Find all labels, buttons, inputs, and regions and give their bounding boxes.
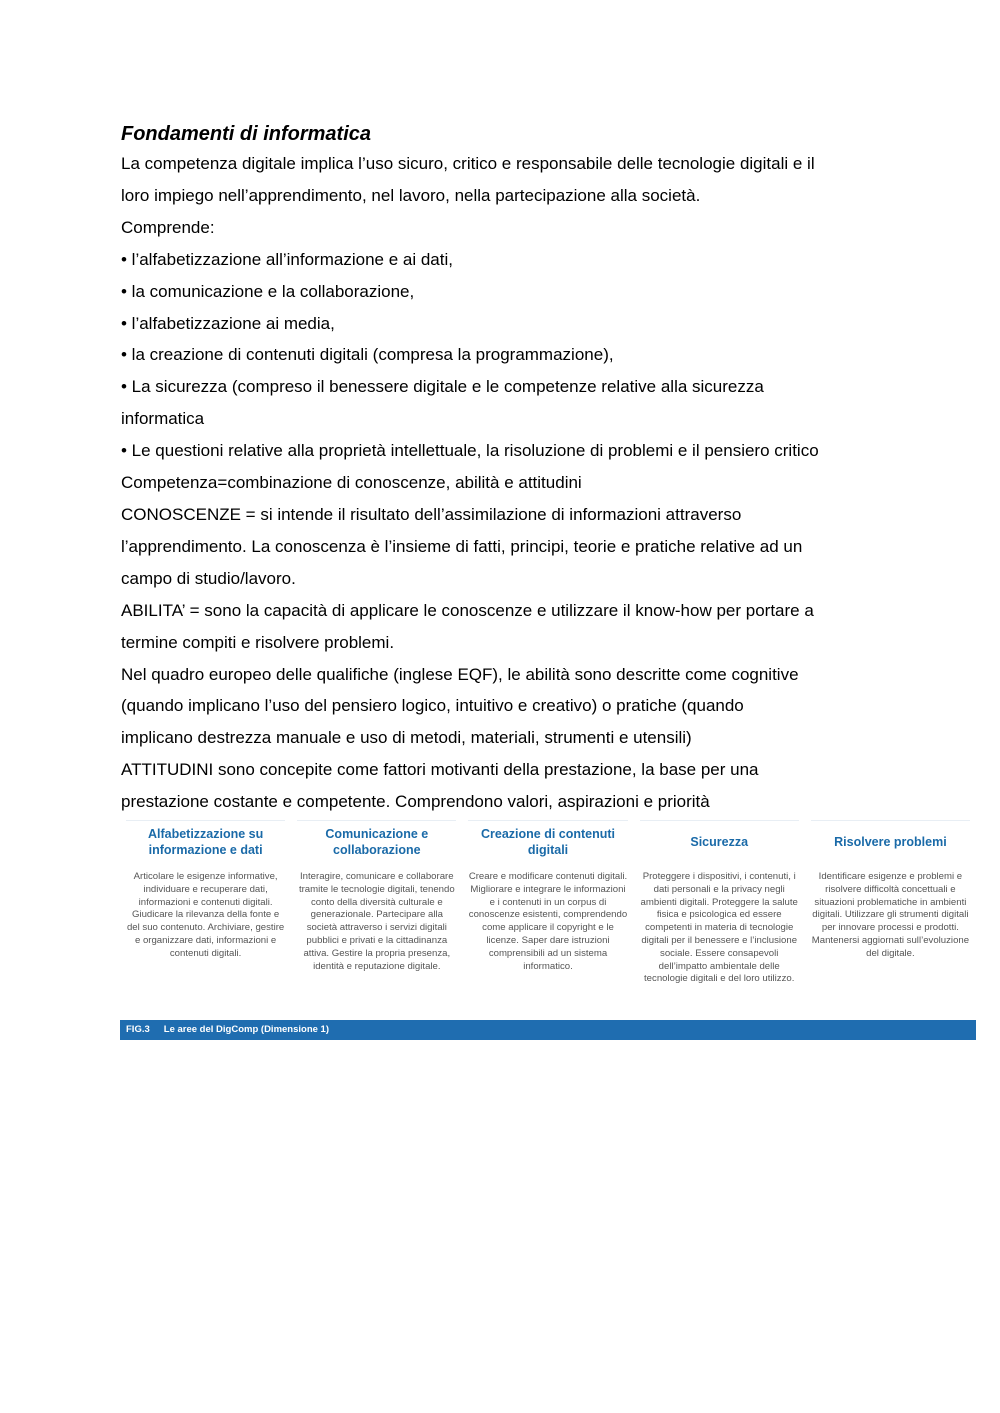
body-paragraph — [121, 148, 981, 818]
document-title: Fondamenti di informatica — [121, 123, 372, 145]
text-line: termine compiti e risolvere problemi. — [121, 632, 395, 652]
text-line: (quando implicano l’uso del pensiero logico, intuitivo e creativo) o pratiche (quando — [121, 696, 744, 716]
text-line: Competenza=combinazione di conoscenze, abilità e attitudini — [121, 473, 582, 493]
text-line: l’apprendimento. La conoscenza è l’insieme di fatti, principi, teorie e pratiche relative ad un — [121, 536, 803, 556]
bullet-item: • La sicurezza (compreso il benessere digitale e le competenze relative alla sicurezza — [121, 377, 764, 397]
area-column-problem-solving — [805, 820, 976, 1020]
text-line: prestazione costante e competente. Comprendono valori, aspirazioni e priorità — [121, 792, 710, 812]
bullet-item: • Le questioni relative alla proprietà intellettuale, la risoluzione di problemi e il pensiero critico — [121, 441, 819, 461]
bullet-item: • l’alfabetizzazione all’informazione e ai dati, — [121, 249, 453, 269]
area-description: Proteggere i dispositivi, i contenuti, i dati personali e la privacy negli ambienti digitali. Proteggere la salute fisica e psicologica ed essere competenti in materia di tecnologie digitali per il benessere e l’inclusione sociale. Essere consapevoli dell’impatto ambientale delle tecnologie digitali e del loro utilizzo. — [640, 871, 798, 985]
figure-caption-label: FIG.3 — [126, 1024, 150, 1035]
area-description: Identificare esigenze e problemi e risolvere difficoltà concettuali e situazioni problematiche in ambienti digitali. Utilizzare gli strumenti digitali per innovare processi e prodotti. Mantenersi aggiornati sull’evoluzione del digitale. — [811, 871, 970, 959]
area-heading: Alfabetizzazione su informazione e dati — [126, 820, 285, 863]
bullet-item: • la creazione di contenuti digitali (compresa la programmazione), — [121, 345, 614, 365]
text-line: implicano destrezza manuale e uso di metodi, materiali, strumenti e utensili) — [121, 728, 692, 748]
area-column-communication — [291, 820, 462, 1020]
bullet-item: • la comunicazione e la collaborazione, — [121, 281, 415, 301]
figure-caption-bar — [120, 1020, 976, 1040]
area-heading: Risolvere problemi — [811, 820, 970, 863]
text-line: Comprende: — [121, 217, 215, 237]
area-heading: Sicurezza — [640, 820, 799, 863]
text-line: campo di studio/lavoro. — [121, 568, 296, 588]
area-description: Interagire, comunicare e collaborare tramite le tecnologie digitali, tenendo conto della diversità culturale e generazionale. Partecipare alla società attraverso i servizi digitali pubblici e privati e la cittadinanza attiva. Gestire la propria presenza, identità e reputazione digitale. — [298, 871, 455, 972]
text-line: ABILITA’ = sono la capacità di applicare le conoscenze e utilizzare il know-how per portare a — [121, 600, 814, 620]
text-line: loro impiego nell’apprendimento, nel lavoro, nella partecipazione alla società. — [121, 185, 701, 205]
text-line: informatica — [121, 409, 205, 429]
figure-columns — [120, 820, 976, 1020]
area-description: Articolare le esigenze informative, individuare e recuperare dati, informazioni e contenuti digitali. Giudicare la rilevanza della fonte e del suo contenuto. Archiviare, gestire e organizzare dati, informazioni e contenuti digitali. — [126, 871, 285, 959]
text-line: La competenza digitale implica l’uso sicuro, critico e responsabile delle tecnologie digitali e il — [121, 154, 815, 173]
bullet-item: • l’alfabetizzazione ai media, — [121, 313, 335, 333]
text-line: Nel quadro europeo delle qualifiche (inglese EQF), le abilità sono descritte come cognitive — [121, 664, 799, 684]
area-column-safety — [634, 820, 805, 1020]
area-heading: Creazione di contenuti digitali — [468, 820, 627, 863]
text-line: CONOSCENZE = si intende il risultato dell’assimilazione di informazioni attraverso — [121, 504, 742, 524]
digcomp-figure — [120, 820, 976, 1042]
figure-caption-text: Le aree del DigComp (Dimensione 1) — [163, 1024, 329, 1035]
text-line: ATTITUDINI sono concepite come fattori motivanti della prestazione, la base per una — [121, 760, 759, 780]
area-heading: Comunicazione e collaborazione — [297, 820, 456, 863]
document-body — [121, 120, 981, 818]
area-description: Creare e modificare contenuti digitali. Migliorare e integrare le informazioni e i contenuti in un corpus di conoscenze esistenti, comprendendo come applicare il copyright e le licenze. Saper dare istruzioni comprensibili ad un sistema informatico. — [468, 871, 628, 972]
area-column-information — [120, 820, 291, 1020]
area-column-content-creation — [462, 820, 633, 1020]
